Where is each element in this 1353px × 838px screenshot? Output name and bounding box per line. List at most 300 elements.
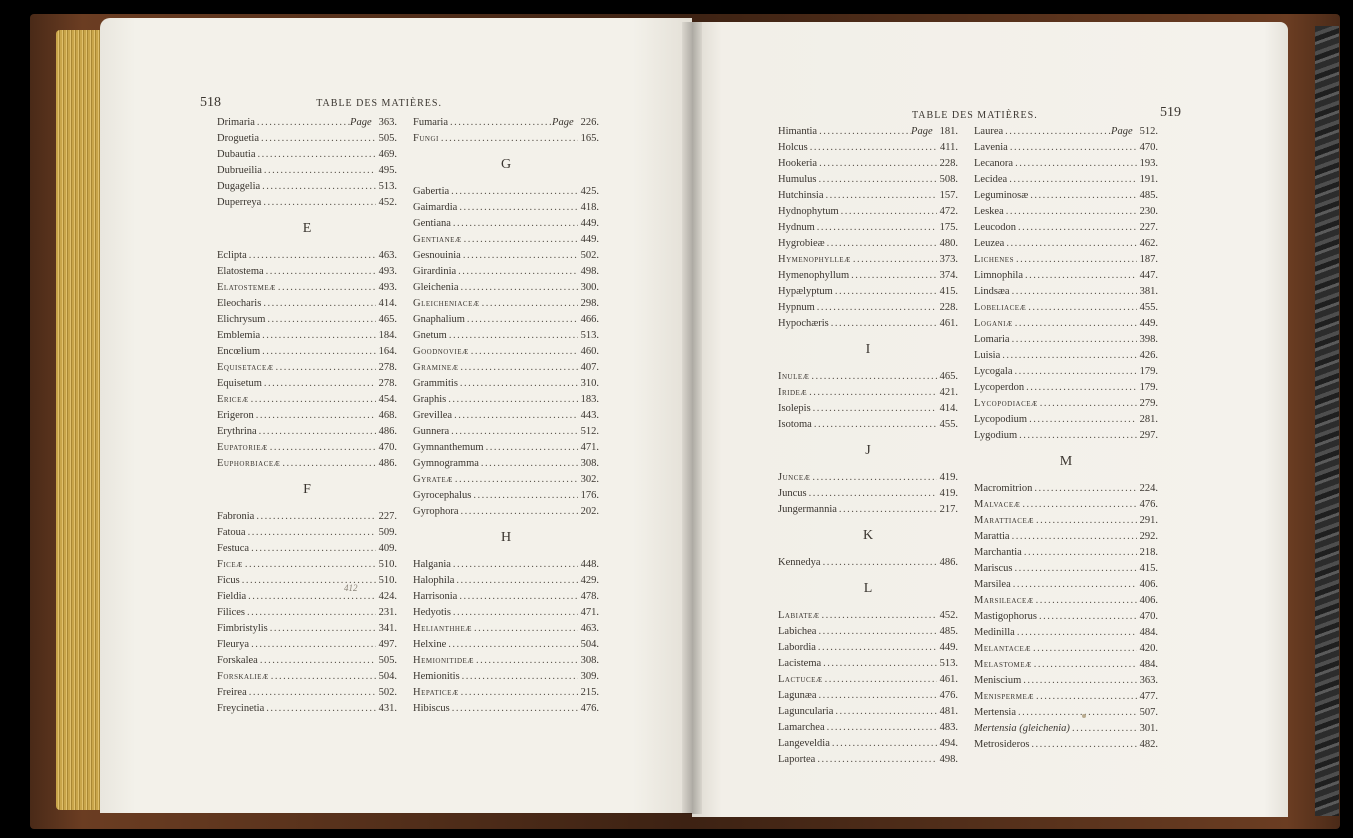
entry-name: Hygrobieæ bbox=[778, 238, 825, 249]
dot-leader bbox=[823, 658, 936, 670]
entry-page-number: 497. bbox=[378, 639, 397, 650]
dot-leader bbox=[270, 442, 376, 454]
index-entry bbox=[974, 723, 1158, 735]
index-entry bbox=[778, 403, 958, 415]
entry-name: Lobeliaceæ bbox=[974, 302, 1027, 313]
dot-leader bbox=[851, 270, 936, 282]
entry-page-number: 484. bbox=[1139, 659, 1158, 670]
entry-name: Lycopodium bbox=[974, 414, 1028, 425]
entry-page-number: 227. bbox=[378, 511, 397, 522]
entry-name: Ericeæ bbox=[217, 394, 249, 405]
index-entry bbox=[413, 346, 599, 358]
dot-leader bbox=[1022, 499, 1136, 511]
entry-name: Meniscium bbox=[974, 675, 1022, 686]
entry-page-number: 227. bbox=[1139, 222, 1158, 233]
dot-leader bbox=[264, 378, 376, 390]
dot-leader bbox=[1034, 483, 1136, 495]
entry-name: Lamarchea bbox=[778, 722, 825, 733]
entry-page-number: 461. bbox=[939, 674, 958, 685]
entry-name: Eupatorieæ bbox=[217, 442, 268, 453]
dot-leader bbox=[275, 362, 375, 374]
entry-name: Erythrina bbox=[217, 426, 257, 437]
entry-page-number: 297. bbox=[1139, 430, 1158, 441]
dot-leader bbox=[810, 142, 937, 154]
entry-name: Lycogala bbox=[974, 366, 1013, 377]
index-entry bbox=[413, 410, 599, 422]
entry-page-number: 504. bbox=[580, 639, 599, 650]
entry-page-number: 493. bbox=[378, 266, 397, 277]
entry-page-number: 486. bbox=[378, 458, 397, 469]
dot-leader bbox=[823, 557, 937, 569]
dot-leader bbox=[1018, 222, 1137, 234]
section-letter: K bbox=[862, 528, 874, 543]
index-entry bbox=[974, 286, 1158, 298]
entry-page-number: 455. bbox=[1139, 302, 1158, 313]
entry-name: Laportea bbox=[778, 754, 816, 765]
entry-name: Hypochæris bbox=[778, 318, 829, 329]
entry-name: Hypælyptum bbox=[778, 286, 833, 297]
entry-name: Grevillea bbox=[413, 410, 453, 421]
entry-page-number: 157. bbox=[939, 190, 958, 201]
entry-name: Humulus bbox=[778, 174, 817, 185]
entry-name: Eleocharis bbox=[217, 298, 262, 309]
dot-leader bbox=[270, 623, 376, 635]
dot-leader bbox=[262, 330, 375, 342]
entry-name: Gunnera bbox=[413, 426, 450, 437]
index-entry bbox=[413, 490, 599, 502]
dot-leader bbox=[1033, 643, 1137, 655]
entry-name: Hemionitideæ bbox=[413, 655, 475, 666]
entry-name: Forskalea bbox=[217, 655, 258, 666]
entry-page-number: 183. bbox=[580, 394, 599, 405]
index-entry bbox=[413, 394, 599, 406]
dot-leader bbox=[261, 133, 376, 145]
entry-page-number: 301. bbox=[1139, 723, 1158, 734]
dot-leader bbox=[817, 754, 936, 766]
entry-page-number: 485. bbox=[1139, 190, 1158, 201]
pencil-note: 412 bbox=[344, 583, 358, 593]
entry-name: Forskalieæ bbox=[217, 671, 269, 682]
entry-page-number: 502. bbox=[378, 687, 397, 698]
entry-name: Hepaticeæ bbox=[413, 687, 459, 698]
dot-leader bbox=[462, 671, 578, 683]
entry-page-number: 230. bbox=[1139, 206, 1158, 217]
dot-leader bbox=[266, 703, 375, 715]
entry-page-number: 298. bbox=[580, 298, 599, 309]
page-prefix: Page bbox=[552, 117, 574, 128]
right-page-header bbox=[912, 105, 1181, 122]
entry-name: Erigeron bbox=[217, 410, 254, 421]
dot-leader bbox=[263, 197, 375, 209]
running-title: TABLE DES MATIÈRES. bbox=[912, 110, 1038, 121]
entry-page-number: 374. bbox=[939, 270, 958, 281]
entry-page-number: 179. bbox=[1139, 382, 1158, 393]
dot-leader bbox=[819, 158, 937, 170]
dot-leader bbox=[486, 442, 578, 454]
index-entry bbox=[778, 488, 958, 500]
dot-leader bbox=[449, 330, 578, 342]
entry-page-number: 462. bbox=[1139, 238, 1158, 249]
index-entry bbox=[413, 426, 599, 438]
entry-name: Luisia bbox=[974, 350, 1001, 361]
entry-name: Grammitis bbox=[413, 378, 458, 389]
index-entry bbox=[217, 346, 397, 358]
index-entry bbox=[217, 362, 397, 374]
entry-name: Duperreya bbox=[217, 197, 262, 208]
index-entry bbox=[778, 174, 958, 186]
entry-page-number: 415. bbox=[1139, 563, 1158, 574]
index-entry bbox=[974, 334, 1158, 346]
entry-name: Laguncularia bbox=[778, 706, 834, 717]
index-entry bbox=[778, 419, 958, 431]
dot-leader bbox=[461, 506, 578, 518]
page-prefix: Page bbox=[350, 117, 372, 128]
entry-name: Hookeria bbox=[778, 158, 818, 169]
entry-page-number: 452. bbox=[378, 197, 397, 208]
entry-name: Lacistema bbox=[778, 658, 822, 669]
entry-name: Freirea bbox=[217, 687, 247, 698]
index-entry bbox=[413, 133, 599, 145]
entry-page-number: 292. bbox=[1139, 531, 1158, 542]
entry-page-number: 470. bbox=[1139, 142, 1158, 153]
entry-page-number: 415. bbox=[939, 286, 958, 297]
entry-page-number: 449. bbox=[1139, 318, 1158, 329]
dot-leader bbox=[827, 722, 937, 734]
dot-leader bbox=[267, 314, 375, 326]
entry-page-number: 421. bbox=[939, 387, 958, 398]
index-entry bbox=[413, 330, 599, 342]
entry-name: Hibiscus bbox=[413, 703, 450, 714]
index-entry bbox=[778, 754, 958, 766]
dot-leader bbox=[832, 738, 937, 750]
index-entry bbox=[413, 623, 599, 635]
dot-leader bbox=[1010, 142, 1137, 154]
index-entry bbox=[974, 382, 1158, 394]
entry-name: Hymenophyllum bbox=[778, 270, 850, 281]
entry-page-number: 411. bbox=[940, 142, 958, 153]
entry-name: Gentianeæ bbox=[413, 234, 462, 245]
dot-leader bbox=[1039, 611, 1137, 623]
dot-leader bbox=[809, 387, 937, 399]
dot-leader bbox=[1015, 563, 1137, 575]
index-entry bbox=[413, 234, 599, 246]
dot-leader bbox=[245, 559, 376, 571]
entry-name: Elichrysum bbox=[217, 314, 266, 325]
entry-name: Lecidea bbox=[974, 174, 1008, 185]
dot-leader bbox=[1024, 547, 1137, 559]
entry-name: Fimbristylis bbox=[217, 623, 268, 634]
entry-name: Freycinetia bbox=[217, 703, 265, 714]
entry-name: Mastigophorus bbox=[974, 611, 1037, 622]
index-entry bbox=[217, 442, 397, 454]
entry-page-number: 407. bbox=[580, 362, 599, 373]
index-entry bbox=[413, 559, 599, 571]
index-entry bbox=[974, 563, 1158, 575]
marbled-endpaper bbox=[1315, 26, 1339, 816]
entry-page-number: 470. bbox=[1139, 611, 1158, 622]
entry-page-number: 414. bbox=[939, 403, 958, 414]
dot-leader bbox=[482, 298, 578, 310]
entry-name: Gesnouinia bbox=[413, 250, 461, 261]
entry-page-number: 308. bbox=[580, 458, 599, 469]
dot-leader bbox=[271, 671, 376, 683]
dot-leader bbox=[853, 254, 937, 266]
entry-page-number: 231. bbox=[378, 607, 397, 618]
index-entry bbox=[974, 707, 1158, 719]
dot-leader bbox=[473, 490, 577, 502]
entry-name: Leskea bbox=[974, 206, 1004, 217]
entry-page-number: 429. bbox=[580, 575, 599, 586]
section-letter: L bbox=[863, 581, 873, 596]
entry-page-number: 460. bbox=[580, 346, 599, 357]
entry-page-number: 420. bbox=[1139, 643, 1158, 654]
dot-leader bbox=[1030, 190, 1136, 202]
entry-name: Girardinia bbox=[413, 266, 457, 277]
entry-page-number: 426. bbox=[1139, 350, 1158, 361]
index-entry bbox=[974, 675, 1158, 687]
index-entry bbox=[974, 499, 1158, 511]
entry-name: Lagunæa bbox=[778, 690, 817, 701]
entry-page-number: 363. bbox=[1139, 675, 1158, 686]
entry-name: Lycopodiaceæ bbox=[974, 398, 1038, 409]
entry-page-number: 449. bbox=[580, 218, 599, 229]
dot-leader bbox=[1012, 286, 1137, 298]
entry-page-number: 469. bbox=[378, 149, 397, 160]
entry-page-number: 373. bbox=[939, 254, 958, 265]
entry-name: Gymnanthemum bbox=[413, 442, 484, 453]
entry-name: Hydnophytum bbox=[778, 206, 839, 217]
gilt-page-edges bbox=[56, 30, 104, 810]
index-entry bbox=[778, 690, 958, 702]
dot-leader bbox=[1036, 691, 1137, 703]
entry-page-number: 477. bbox=[1139, 691, 1158, 702]
index-entry bbox=[778, 190, 958, 202]
index-entry bbox=[217, 559, 397, 571]
entry-name: Melantaceæ bbox=[974, 643, 1031, 654]
dot-leader bbox=[1029, 414, 1137, 426]
entry-page-number: 505. bbox=[378, 133, 397, 144]
entry-name: Marattiaceæ bbox=[974, 515, 1034, 526]
entry-page-number: 510. bbox=[378, 575, 397, 586]
entry-name: Marattia bbox=[974, 531, 1010, 542]
entry-name: Helxine bbox=[413, 639, 447, 650]
entry-name: Gyrocephalus bbox=[413, 490, 472, 501]
entry-name: Leucodon bbox=[974, 222, 1016, 233]
entry-name: Inuleæ bbox=[778, 371, 810, 382]
index-entry bbox=[974, 430, 1158, 442]
entry-name: Junceæ bbox=[778, 472, 811, 483]
dot-leader bbox=[463, 250, 578, 262]
dot-leader bbox=[822, 610, 937, 622]
entry-name: Hedyotis bbox=[413, 607, 451, 618]
index-entry bbox=[974, 515, 1158, 527]
dot-leader bbox=[455, 474, 578, 486]
entry-name: Lindsæa bbox=[974, 286, 1010, 297]
dot-leader bbox=[266, 266, 376, 278]
dot-leader bbox=[811, 371, 936, 383]
index-entry bbox=[217, 639, 397, 651]
index-entry bbox=[778, 158, 958, 170]
entry-page-number: 176. bbox=[580, 490, 599, 501]
dot-leader bbox=[467, 314, 578, 326]
index-entry bbox=[217, 671, 397, 683]
index-entry bbox=[778, 126, 958, 138]
index-entry bbox=[217, 117, 397, 129]
entry-name: Hymenophylleæ bbox=[778, 254, 851, 265]
entry-page-number: 513. bbox=[580, 330, 599, 341]
dot-leader bbox=[817, 302, 937, 314]
dot-leader bbox=[456, 575, 577, 587]
dot-leader bbox=[1006, 206, 1137, 218]
entry-page-number: 424. bbox=[378, 591, 397, 602]
index-entry bbox=[974, 158, 1158, 170]
index-entry bbox=[974, 350, 1158, 362]
index-entry bbox=[217, 527, 397, 539]
entry-page-number: 409. bbox=[378, 543, 397, 554]
index-entry bbox=[974, 190, 1158, 202]
index-entry bbox=[974, 739, 1158, 751]
index-entry bbox=[413, 506, 599, 518]
entry-page-number: 425. bbox=[580, 186, 599, 197]
index-entry bbox=[217, 250, 397, 262]
entry-name: Halophila bbox=[413, 575, 455, 586]
dot-leader bbox=[282, 458, 375, 470]
running-title: TABLE DES MATIÈRES. bbox=[316, 98, 442, 109]
dot-leader bbox=[481, 458, 578, 470]
entry-name: Ficus bbox=[217, 575, 240, 586]
index-entry bbox=[413, 202, 599, 214]
entry-name: Macromitrion bbox=[974, 483, 1033, 494]
entry-name: Dubautia bbox=[217, 149, 256, 160]
dot-leader bbox=[1019, 430, 1136, 442]
dot-leader bbox=[826, 190, 937, 202]
entry-page-number: 302. bbox=[580, 474, 599, 485]
index-entry bbox=[217, 282, 397, 294]
entry-page-number: 175. bbox=[939, 222, 958, 233]
entry-page-number: 493. bbox=[378, 282, 397, 293]
dot-leader bbox=[818, 626, 936, 638]
entry-page-number: 191. bbox=[1139, 174, 1158, 185]
index-entry bbox=[217, 543, 397, 555]
entry-name: Leguminosæ bbox=[974, 190, 1029, 201]
dot-leader bbox=[458, 266, 577, 278]
entry-name: Gentiana bbox=[413, 218, 451, 229]
entry-name: Goodnovieæ bbox=[413, 346, 469, 357]
entry-name: Labordia bbox=[778, 642, 816, 653]
dot-leader bbox=[1005, 126, 1111, 138]
entry-page-number: 449. bbox=[580, 234, 599, 245]
index-entry bbox=[413, 703, 599, 715]
dot-leader bbox=[809, 488, 937, 500]
dot-leader bbox=[819, 126, 911, 138]
index-entry bbox=[974, 414, 1158, 426]
index-entry bbox=[778, 626, 958, 638]
entry-name: Halgania bbox=[413, 559, 451, 570]
entry-name: Mertensia (gleichenia) bbox=[974, 723, 1070, 734]
left-page bbox=[100, 18, 692, 813]
dot-leader bbox=[251, 394, 376, 406]
entry-page-number: 226. bbox=[580, 117, 599, 128]
index-entry bbox=[413, 687, 599, 699]
paper-spot bbox=[1082, 714, 1086, 718]
dot-leader bbox=[812, 472, 936, 484]
entry-name: Hemionitis bbox=[413, 671, 460, 682]
index-entry bbox=[217, 314, 397, 326]
index-entry bbox=[974, 174, 1158, 186]
dot-leader bbox=[1006, 238, 1136, 250]
entry-page-number: 278. bbox=[378, 378, 397, 389]
entry-name: Gaimardia bbox=[413, 202, 458, 213]
index-entry bbox=[217, 165, 397, 177]
dot-leader bbox=[831, 318, 937, 330]
book-gutter bbox=[682, 22, 702, 814]
entry-name: Laurea bbox=[974, 126, 1004, 137]
entry-name: Marsilea bbox=[974, 579, 1011, 590]
entry-name: Lygodium bbox=[974, 430, 1018, 441]
index-entry bbox=[974, 206, 1158, 218]
index-entry bbox=[778, 318, 958, 330]
page-prefix: Page bbox=[911, 126, 933, 137]
index-entry bbox=[413, 250, 599, 262]
entry-page-number: 486. bbox=[939, 557, 958, 568]
entry-name: Emblemia bbox=[217, 330, 261, 341]
entry-page-number: 418. bbox=[580, 202, 599, 213]
index-entry bbox=[217, 378, 397, 390]
index-entry bbox=[413, 117, 599, 129]
dot-leader bbox=[839, 504, 937, 516]
index-entry bbox=[974, 366, 1158, 378]
entry-page-number: 498. bbox=[580, 266, 599, 277]
entry-page-number: 455. bbox=[939, 419, 958, 430]
dot-leader bbox=[471, 346, 578, 358]
entry-name: Isotoma bbox=[778, 419, 812, 430]
dot-leader bbox=[258, 149, 376, 161]
index-entry bbox=[778, 142, 958, 154]
index-entry bbox=[778, 557, 958, 569]
index-entry bbox=[778, 722, 958, 734]
dot-leader bbox=[256, 410, 376, 422]
entry-page-number: 419. bbox=[939, 488, 958, 499]
entry-page-number: 452. bbox=[939, 610, 958, 621]
page-number: 519 bbox=[1160, 105, 1181, 120]
entry-page-number: 193. bbox=[1139, 158, 1158, 169]
entry-page-number: 281. bbox=[1139, 414, 1158, 425]
dot-leader bbox=[260, 655, 376, 667]
index-entry bbox=[778, 238, 958, 250]
entry-name: Fungi bbox=[413, 133, 439, 144]
index-entry bbox=[217, 575, 397, 587]
entry-name: Elatostema bbox=[217, 266, 264, 277]
entry-name: Harrisonia bbox=[413, 591, 458, 602]
entry-page-number: 485. bbox=[939, 626, 958, 637]
dot-leader bbox=[1017, 627, 1137, 639]
index-entry bbox=[217, 426, 397, 438]
entry-page-number: 187. bbox=[1139, 254, 1158, 265]
dot-leader bbox=[247, 607, 376, 619]
entry-page-number: 381. bbox=[1139, 286, 1158, 297]
index-entry bbox=[974, 318, 1158, 330]
entry-name: Gnetum bbox=[413, 330, 447, 341]
entry-name: Menispermeæ bbox=[974, 691, 1034, 702]
entry-page-number: 476. bbox=[580, 703, 599, 714]
dot-leader bbox=[1040, 398, 1137, 410]
section-letter: I bbox=[865, 342, 871, 357]
dot-leader bbox=[813, 403, 937, 415]
entry-page-number: 471. bbox=[580, 442, 599, 453]
entry-name: Equisetaceæ bbox=[217, 362, 274, 373]
index-entry bbox=[413, 607, 599, 619]
dot-leader bbox=[459, 202, 577, 214]
